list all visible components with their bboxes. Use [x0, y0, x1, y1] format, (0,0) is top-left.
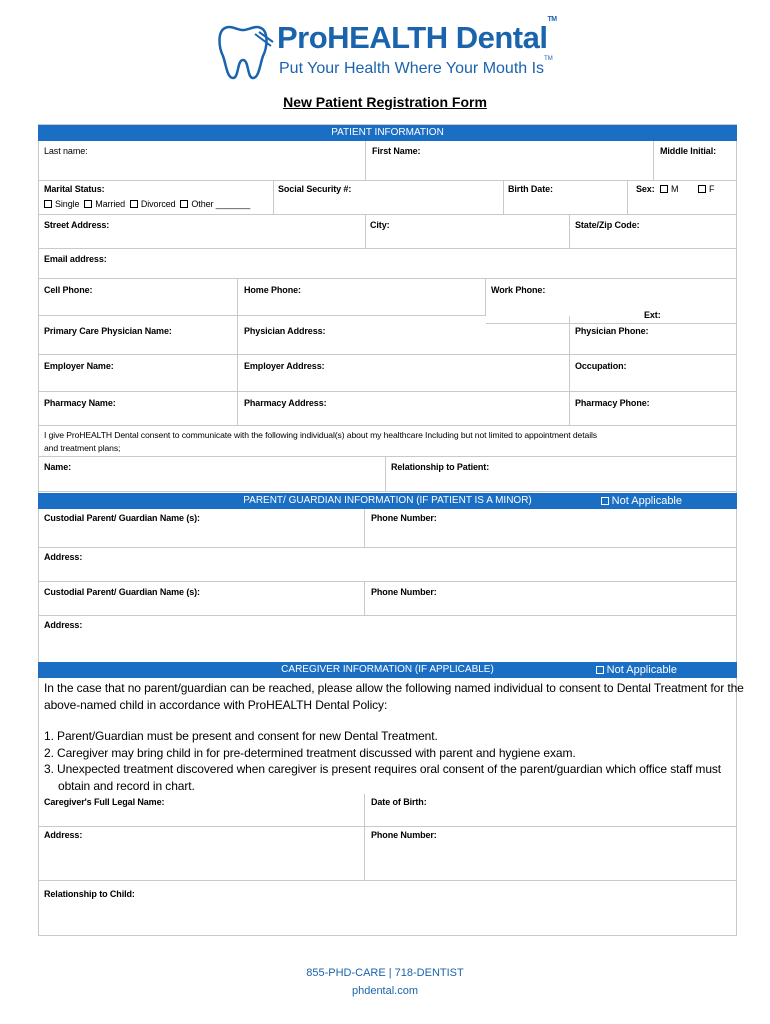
caregiver-rule-1: 1. Parent/Guardian must be present and consent for new Dental Treatment.: [44, 729, 438, 743]
street-address-label: Street Address:: [44, 220, 110, 230]
guardian-address-2-label: Address:: [44, 620, 83, 630]
married-checkbox[interactable]: Married: [84, 199, 125, 209]
guardian-phone-1-label: Phone Number:: [371, 513, 437, 523]
relationship-to-patient-label: Relationship to Patient:: [391, 462, 490, 472]
guardian-name-2-field[interactable]: [38, 582, 365, 616]
physician-address-field[interactable]: [238, 316, 570, 355]
caregiver-not-applicable-checkbox[interactable]: Not Applicable: [596, 662, 677, 678]
last-name-field[interactable]: [38, 141, 366, 181]
ssn-label: Social Security #:: [278, 184, 352, 194]
city-field[interactable]: [366, 215, 570, 249]
tooth-logo-icon: [215, 20, 277, 82]
patient-info-header: PATIENT INFORMATION: [38, 125, 737, 141]
email-field[interactable]: [38, 249, 737, 279]
marital-status-label: Marital Status:: [44, 184, 105, 194]
pharmacy-name-label: Pharmacy Name:: [44, 398, 116, 408]
caregiver-info-header: CAREGIVER INFORMATION (IF APPLICABLE) Not Applicable: [38, 662, 737, 678]
caregiver-dob-field[interactable]: [365, 794, 737, 827]
street-address-field[interactable]: [38, 215, 366, 249]
employer-name-label: Employer Name:: [44, 361, 114, 371]
work-phone-label: Work Phone:: [491, 285, 546, 295]
physician-phone-field[interactable]: [570, 324, 737, 355]
state-zip-field[interactable]: [570, 215, 737, 249]
caregiver-rule-3: 3. Unexpected treatment discovered when caregiver is present requires oral consent of the parent/guardian which office staff must: [44, 762, 722, 776]
footer-phone-numbers: 855-PHD-CARE | 718-DENTIST: [306, 967, 464, 979]
guardian-phone-2-field[interactable]: [365, 582, 737, 616]
caregiver-phone-label: Phone Number:: [371, 830, 437, 840]
pcp-name-label: Primary Care Physician Name:: [44, 326, 172, 336]
home-phone-field[interactable]: [238, 279, 486, 316]
employer-address-label: Employer Address:: [244, 361, 325, 371]
consent-statement: I give ProHEALTH Dental consent to communicate with the following individual(s) about my healthcare Including but not limited to appointment details and treatment plans;: [38, 426, 737, 457]
other-checkbox[interactable]: Other _______: [180, 199, 250, 209]
divorced-checkbox[interactable]: Divorced: [130, 199, 176, 209]
authorized-name-label: Name:: [44, 462, 72, 472]
relationship-to-child-field[interactable]: [38, 881, 737, 936]
brand-name: ProHEALTH Dental™: [277, 15, 557, 55]
last-name-label: Last name:: [44, 146, 88, 156]
caregiver-phone-field[interactable]: [365, 827, 737, 881]
pharmacy-address-label: Pharmacy Address:: [244, 398, 327, 408]
brand-tagline: Put Your Health Where Your Mouth Is™: [279, 55, 553, 77]
caregiver-rules-list: 1. Parent/Guardian must be present and consent for new Dental Treatment. 2. Caregiver may bring child in for pre-determined treatment discussed with parent and hygiene exam. 3. Unexpected treatment discovered when caregiver is present requires oral consent of the parent/guardian which office staff must obtain and record in chart.: [44, 729, 722, 793]
home-phone-label: Home Phone:: [244, 285, 301, 295]
guardian-phone-2-label: Phone Number:: [371, 587, 437, 597]
physician-phone-label: Physician Phone:: [575, 326, 649, 336]
relationship-to-patient-field[interactable]: [386, 457, 737, 492]
guardian-address-1-field[interactable]: [38, 548, 737, 582]
guardian-address-1-label: Address:: [44, 552, 83, 562]
authorized-name-field[interactable]: [38, 457, 386, 492]
first-name-label: First Name:: [372, 146, 421, 156]
guardian-address-2-field[interactable]: [38, 616, 737, 662]
pharmacy-name-field[interactable]: [38, 392, 238, 426]
cell-phone-label: Cell Phone:: [44, 285, 93, 295]
marital-status-field: [38, 181, 274, 215]
relationship-to-child-label: Relationship to Child:: [44, 889, 135, 899]
caregiver-address-field[interactable]: [38, 827, 365, 881]
ssn-field[interactable]: [274, 181, 504, 215]
caregiver-rule-2: 2. Caregiver may bring child in for pre-determined treatment discussed with parent and hygiene exam.: [44, 745, 576, 760]
employer-name-field[interactable]: [38, 355, 238, 392]
birth-date-field[interactable]: [504, 181, 628, 215]
sex-label: Sex:: [636, 184, 655, 194]
birth-date-label: Birth Date:: [508, 184, 553, 194]
guardian-name-1-field[interactable]: [38, 509, 365, 548]
sex-field: [628, 181, 737, 215]
page-title: New Patient Registration Form: [283, 94, 487, 110]
pharmacy-phone-label: Pharmacy Phone:: [575, 398, 650, 408]
caregiver-full-name-field[interactable]: [38, 794, 365, 827]
caregiver-intro: In the case that no parent/guardian can be reached, please allow the following named individual to consent to Dental Treatment for the above-named child in accordance with ProHEALTH Dental Policy:: [44, 681, 744, 712]
sex-f-checkbox[interactable]: F: [698, 184, 714, 194]
single-checkbox[interactable]: Single: [44, 199, 79, 209]
guardian-info-header: PARENT/ GUARDIAN INFORMATION (IF PATIENT IS A MINOR) Not Applicable: [38, 493, 737, 509]
pharmacy-address-field[interactable]: [238, 392, 570, 426]
physician-address-label: Physician Address:: [244, 326, 326, 336]
email-label: Email address:: [44, 254, 107, 264]
sex-m-checkbox[interactable]: M: [660, 184, 678, 194]
guardian-name-1-label: Custodial Parent/ Guardian Name (s):: [44, 513, 200, 523]
guardian-name-2-label: Custodial Parent/ Guardian Name (s):: [44, 587, 200, 597]
city-label: City:: [370, 220, 390, 230]
guardian-not-applicable-checkbox[interactable]: Not Applicable: [601, 493, 682, 509]
middle-initial-label: Middle Initial:: [660, 146, 716, 156]
middle-initial-field[interactable]: [654, 141, 737, 181]
guardian-phone-1-field[interactable]: [365, 509, 737, 548]
occupation-field[interactable]: [570, 355, 737, 392]
footer-website-link[interactable]: phdental.com: [351, 985, 419, 997]
pcp-name-field[interactable]: [38, 316, 238, 355]
occupation-label: Occupation:: [575, 361, 627, 371]
cell-phone-field[interactable]: [38, 279, 238, 316]
caregiver-dob-label: Date of Birth:: [371, 797, 427, 807]
state-zip-label: State/Zip Code:: [575, 220, 640, 230]
pharmacy-phone-field[interactable]: [570, 392, 737, 426]
first-name-field[interactable]: [366, 141, 654, 181]
caregiver-address-label: Address:: [44, 830, 83, 840]
prohealth-logo: [215, 15, 557, 82]
caregiver-full-name-label: Caregiver's Full Legal Name:: [44, 797, 165, 807]
ext-label: Ext:: [644, 310, 661, 320]
employer-address-field[interactable]: [238, 355, 570, 392]
